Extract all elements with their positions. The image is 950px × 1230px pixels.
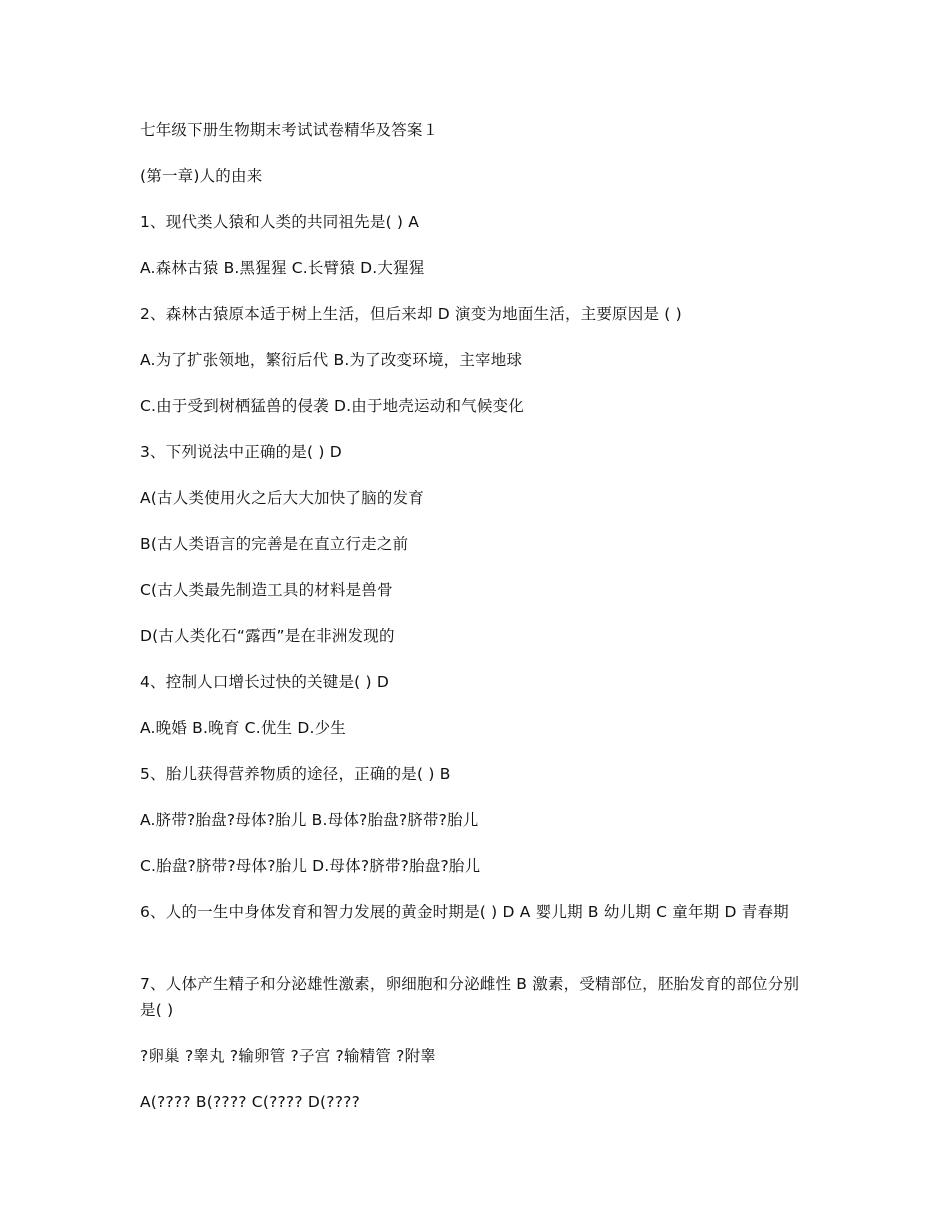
question-7: 7、人体产生精子和分泌雄性激素，卵细胞和分泌雌性 B 激素，受精部位，胚胎发育的部位分别是( ) xyxy=(140,975,800,1019)
question-1: 1、现代类人猿和人类的共同祖先是( ) A xyxy=(140,213,420,231)
question-5-options-cd: C.胎盘?脐带?母体?胎儿 D.母体?脐带?胎盘?胎儿 xyxy=(140,857,481,875)
question-3-option-a: A(古人类使用火之后大大加快了脑的发育 xyxy=(140,489,424,507)
question-3: 3、下列说法中正确的是( ) D xyxy=(140,443,342,461)
question-2-options-cd: C.由于受到树栖猛兽的侵袭 D.由于地壳运动和气候变化 xyxy=(140,397,524,415)
question-5-options-ab: A.脐带?胎盘?母体?胎儿 B.母体?胎盘?脐带?胎儿 xyxy=(140,811,479,829)
question-5: 5、胎儿获得营养物质的途径，正确的是( ) B xyxy=(140,765,451,783)
question-4-options: A.晚婚 B.晚育 C.优生 D.少生 xyxy=(140,719,347,737)
question-1-options: A.森林古猿 B.黑猩猩 C.长臂猿 D.大猩猩 xyxy=(140,259,425,277)
question-3-option-d: D(古人类化石“露西”是在非洲发现的 xyxy=(140,627,395,645)
question-4: 4、控制人口增长过快的关键是( ) D xyxy=(140,673,390,691)
question-7-items: ?卵巢 ?睾丸 ?输卵管 ?子宫 ?输精管 ?附睾 xyxy=(140,1047,436,1065)
question-3-option-b: B(古人类语言的完善是在直立行走之前 xyxy=(140,535,409,553)
question-6: 6、人的一生中身体发育和智力发展的黄金时期是( ) D A 婴儿期 B 幼儿期 C 童年期 D 青春期 xyxy=(140,903,789,921)
question-7-options: A(???? B(???? C(???? D(???? xyxy=(140,1093,360,1111)
question-3-option-c: C(古人类最先制造工具的材料是兽骨 xyxy=(140,581,393,599)
question-2: 2、森林古猿原本适于树上生活，但后来却 D 演变为地面生活，主要原因是 ( ) xyxy=(140,305,682,323)
question-2-options-ab: A.为了扩张领地，繁衍后代 B.为了改变环境，主宰地球 xyxy=(140,351,523,369)
document-title: 七年级下册生物期末考试试卷精华及答案１ xyxy=(140,121,439,139)
chapter-heading: (第一章)人的由来 xyxy=(140,167,263,185)
